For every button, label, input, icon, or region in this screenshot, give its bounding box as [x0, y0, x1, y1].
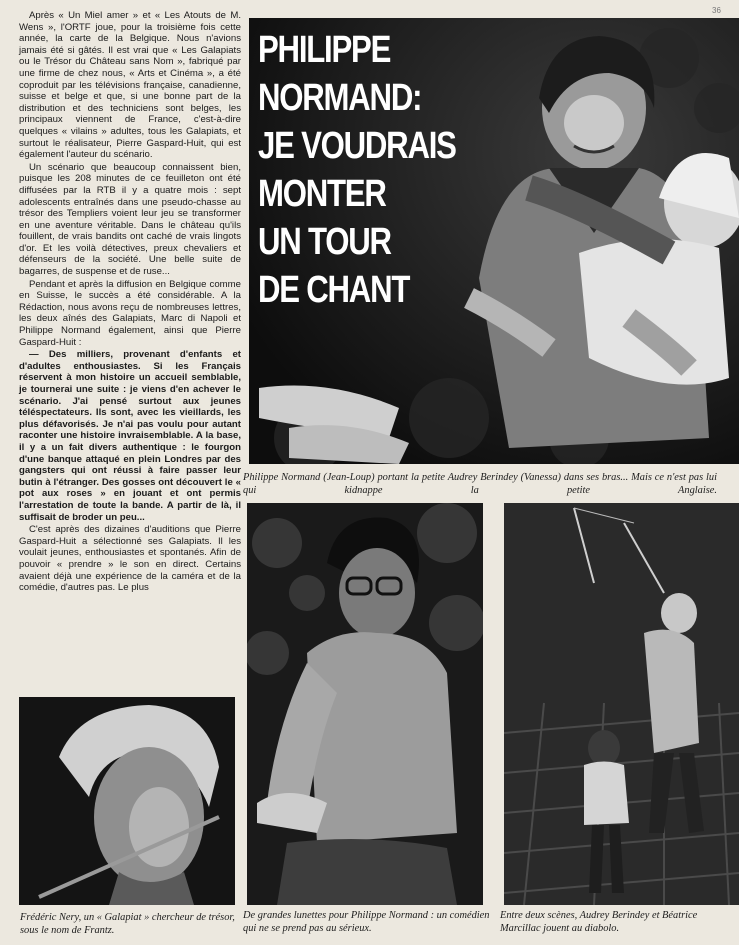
paragraph-auditions: C'est après des dizaines d'auditions que Pierre Gaspard-Huit a sélectionné ses Galapiats. Il les voulait jeunes, enthousiastes et spontanés. Afin de pouvoir « prendre » le son en direct. Certains avaient déjà une expérience de la caméra et de la comédie, d'autres pas. Le plus — [19, 524, 241, 594]
photo-frederic-image — [19, 697, 235, 905]
article-body — [19, 10, 241, 595]
headline-line-4: MONTER — [258, 173, 386, 215]
main-photo — [249, 18, 739, 464]
headline-line-5: UN TOUR — [258, 221, 391, 263]
paragraph-intro: Après « Un Miel amer » et « Les Atouts de M. Wens », l'ORTF joue, pour la troisième fois cette année, la carte de la Belgique. Nous n'avions jamais été si gâtés. Il est vrai que « Les Galapiats ou le Trésor du Château sans Nom », fabriqué par une firme de chez nous, « Arts et Cinéma », a été coproduit par les télévisions française, canadienne, suisse et belge et que, si une bonne part de la distribution et des techniciens sont belges, les principaux viennent de France, c'est-à-dire quelques « vilains » adultes, tous les Galapiats, et surtout le réalisateur, Pierre Gaspard-Huit, qui est également l'auteur du scénario. — [19, 10, 241, 161]
headline-line-2: NORMAND: — [258, 77, 422, 119]
photo-lunettes — [247, 503, 483, 905]
headline-line-6: DE CHANT — [258, 269, 410, 311]
headline-line-1: PHILIPPE — [258, 29, 391, 71]
page-folio: 36 — [712, 6, 721, 15]
photo-diabolo-image — [504, 503, 739, 905]
caption-diabolo: Entre deux scènes, Audrey Berindey et Béatrice Marcillac jouent au diabolo. — [500, 910, 698, 934]
photo-lunettes-image — [247, 503, 483, 905]
headline-line-3: JE VOUDRAIS — [258, 125, 456, 167]
caption-main-photo: Philippe Normand (Jean-Loup) portant la petite Audrey Berindey (Vanessa) dans ses bras... Mais ce n'est pas lui qui kidnappe la petite Anglaise. — [243, 472, 717, 496]
caption-frederic: Frédéric Nery, un « Galapiat » chercheur de trésor, sous le nom de Frantz. — [20, 912, 235, 936]
paragraph-success: Pendant et après la diffusion en Belgique comme en Suisse, le succès a été considérable. A la Rédaction, nous avons reçu de nombreuses lettres, les deux aînés des Galapiats, Marc di Napoli et Philippe Normand également, ainsi que Pierre Gaspard-Huit : — [19, 278, 241, 348]
headline — [258, 26, 456, 314]
photo-frederic — [19, 697, 235, 905]
director-quote: — Des milliers, provenant d'enfants et d'adultes enthousiastes. Si les Français réservent à mon histoire un accueil semblable, je tournerai une suite : je viens d'en achever le scénario. J'ai pensé surtout aux jeunes téléspectateurs. Ils sont, avec les vieillards, les plus défavorisés. Je n'ai pas voulu pour autant raconter une histoire invraisemblable. A la base, il y a un fait divers authentique : le fourgon d'une banque attaqué en plein Londres par des gangsters qui ont réussi à faire passer leur butin à l'étranger. Des gosses ont découvert le « pot aux roses » en jouant et ont permis l'arrestation de toute la bande. A partir de là, il suffisait de broder un peu... — [19, 349, 241, 523]
paragraph-scenario: Un scénario que beaucoup connaissent bien, puisque les 208 minutes de ce feuilleton ont été diffusées par la RTB il y a quatre mois : sept adolescents entraînés dans une pseudo-chasse au trésor des Templiers voient leur jeu se transformer en une aventure véritable. Dans le château qu'ils fouillent, de vrais bandits ont caché de vrais lingots d'or. Et les voilà détectives, preux chevaliers et défenseurs de la société. Une belle suite de bagarres, de suspense et de ruse... — [19, 161, 241, 278]
caption-lunettes: De grandes lunettes pour Philippe Normand : un comédien qui ne se prend pas au sérieux. — [243, 910, 490, 934]
photo-diabolo — [504, 503, 739, 905]
